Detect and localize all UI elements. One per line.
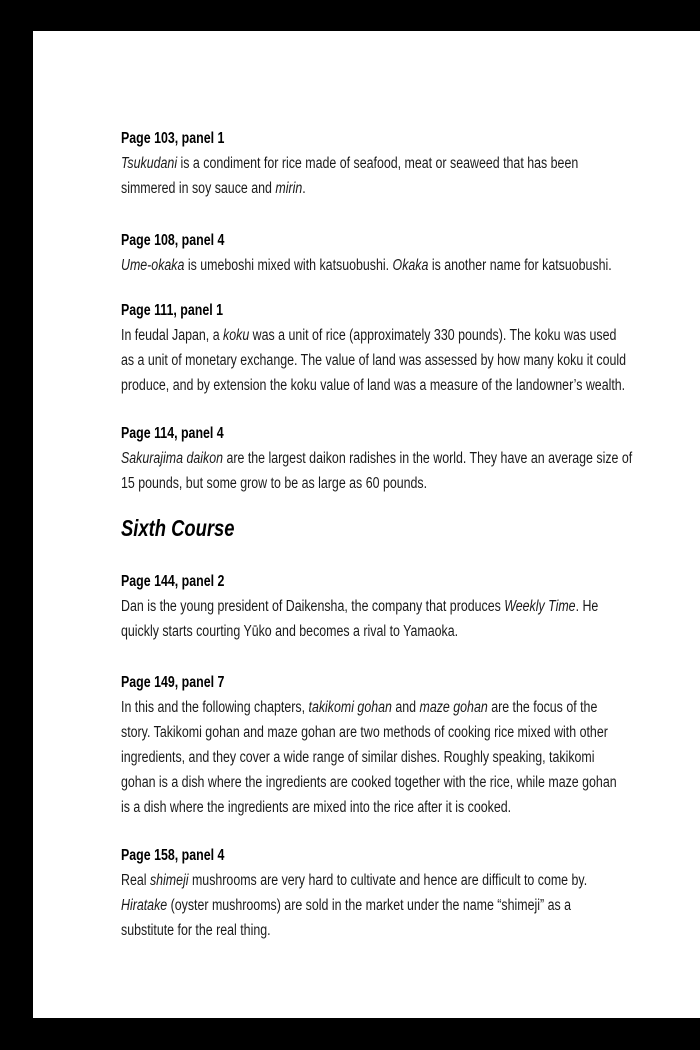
italic-term: Okaka (392, 257, 429, 274)
italic-term: Hiratake (121, 897, 168, 914)
text-segment: 15 pounds, but some grow to be as large as 60 pounds. (121, 475, 428, 492)
note-section (121, 228, 681, 278)
note-text-line (121, 720, 608, 745)
text-segment: are the largest daikon radishes in the world. They have an average size of (223, 450, 633, 467)
note-heading: Page 108, panel 4 (121, 232, 225, 249)
note-text-line (121, 868, 588, 893)
note-section (121, 421, 681, 496)
text-segment: In this and the following chapters, (121, 699, 309, 716)
note-section (121, 670, 681, 820)
note-heading: Page 149, panel 7 (121, 674, 225, 691)
text-segment: and (391, 699, 420, 716)
text-segment: . He (575, 598, 599, 615)
note-heading: Page 158, panel 4 (121, 847, 225, 864)
note-text-line (121, 323, 617, 348)
chapter-title: Sixth Course (121, 515, 235, 541)
note-text-line (121, 893, 572, 918)
text-segment: substitute for the real thing. (121, 922, 271, 939)
italic-term: Weekly Time (504, 598, 576, 615)
text-segment: Real (121, 872, 150, 889)
text-segment: produce, and by extension the koku value of land was a measure of the landowner’s wealth. (121, 377, 626, 394)
note-text-line (121, 151, 579, 176)
italic-term: Ume-okaka (121, 257, 185, 274)
note-text-line (121, 695, 598, 720)
text-segment: is another name for katsuobushi. (428, 257, 612, 274)
text-segment: Dan is the young president of Daikensha, the company that produces (121, 598, 505, 615)
text-segment: gohan is a dish where the ingredients are cooked together with the rice, while maze gohan (121, 774, 617, 791)
italic-term: koku (223, 327, 250, 344)
text-segment: mushrooms are very hard to cultivate and hence are difficult to come by. (188, 872, 588, 889)
text-segment: In feudal Japan, a (121, 327, 224, 344)
note-section (121, 126, 681, 201)
note-section (121, 569, 681, 644)
text-segment: story. Takikomi gohan and maze gohan are two methods of cooking rice mixed with other (121, 724, 608, 741)
note-section (121, 843, 681, 943)
italic-term: mirin (275, 180, 303, 197)
note-text-line (121, 795, 569, 820)
italic-term: Sakurajima daikon (121, 450, 224, 467)
text-segment: is a condiment for rice made of seafood, meat or seaweed that has been (177, 155, 579, 172)
text-segment: as a unit of monetary exchange. The value of land was assessed by how many koku it could (121, 352, 627, 369)
text-segment: is umeboshi mixed with katsuobushi. (184, 257, 393, 274)
note-text-line (121, 619, 569, 644)
italic-term: shimeji (149, 872, 189, 889)
note-text-line (121, 373, 626, 398)
italic-term: Tsukudani (121, 155, 178, 172)
note-section (121, 298, 681, 398)
text-segment: is a dish where the ingredients are mixed into the rice after it is cooked. (121, 799, 512, 816)
note-text-line (121, 770, 617, 795)
note-text-line (121, 745, 595, 770)
italic-term: takikomi gohan (308, 699, 392, 716)
italic-term: maze gohan (419, 699, 488, 716)
text-segment: simmered in soy sauce and (121, 180, 276, 197)
note-heading: Page 144, panel 2 (121, 573, 225, 590)
note-text-line (121, 176, 569, 201)
text-segment: . (302, 180, 306, 197)
text-segment: are the focus of the (487, 699, 598, 716)
note-heading: Page 103, panel 1 (121, 130, 225, 147)
text-segment: quickly starts courting Yūko and becomes a rival to Yamaoka. (121, 623, 459, 640)
note-heading: Page 111, panel 1 (121, 302, 224, 319)
note-text-line (121, 253, 612, 278)
note-text-line (121, 446, 633, 471)
text-segment: (oyster mushrooms) are sold in the market under the name “shimeji” as a (167, 897, 572, 914)
text-segment: was a unit of rice (approximately 330 pounds). The koku was used (249, 327, 617, 344)
text-segment: ingredients, and they cover a wide range of similar dishes. Roughly speaking, takikomi (121, 749, 595, 766)
note-heading: Page 114, panel 4 (121, 425, 224, 442)
note-text-line (121, 471, 569, 496)
note-text-line (121, 594, 599, 619)
note-text-line (121, 918, 569, 943)
note-text-line (121, 348, 627, 373)
